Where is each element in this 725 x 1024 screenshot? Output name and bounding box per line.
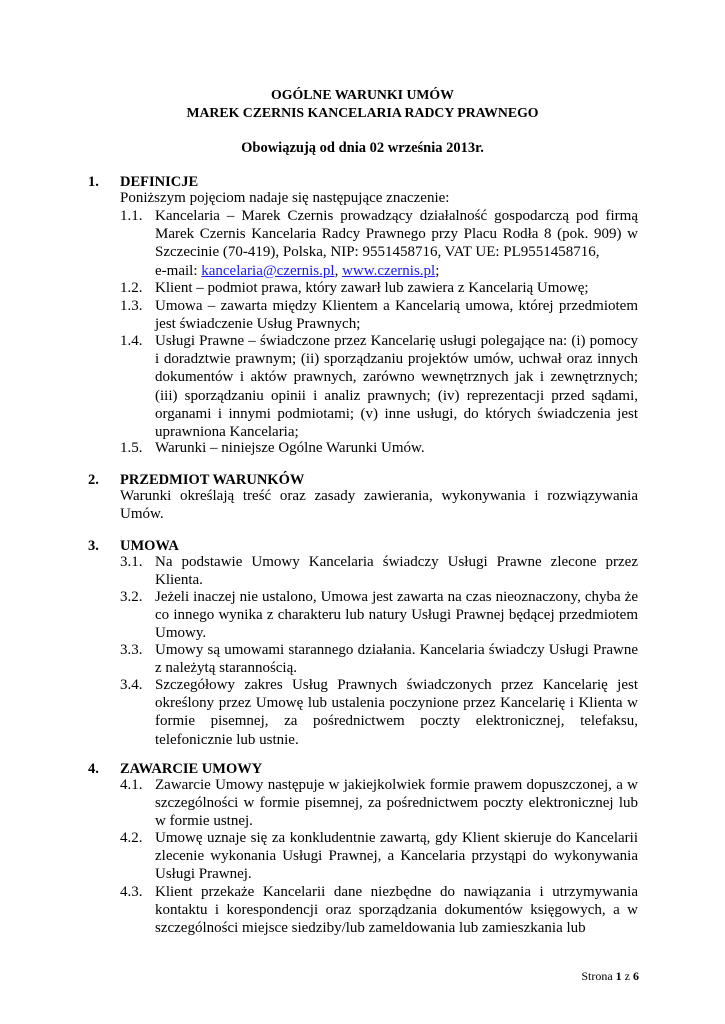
list-item — [120, 207, 638, 280]
item-number: 3.1. — [120, 554, 143, 570]
section-heading: PRZEDMIOT WARUNKÓW — [120, 472, 305, 488]
item-number: 1.1. — [120, 208, 143, 224]
item-number: 1.2. — [120, 280, 143, 296]
list-item — [120, 297, 638, 333]
section-number: 3. — [88, 538, 99, 554]
list-item — [120, 588, 638, 643]
total-pages: 6 — [633, 969, 639, 983]
item-text: Klient przekaże Kancelarii dane niezbędne do nawiązania i utrzymywania kontaktu i korespondencji oraz sporządzania dokumentów księgowych, a w szczególności miejsce siedziby/lub zameldowania lub zamieszkania lub — [155, 884, 638, 937]
item-text: Szczegółowy zakres Usług Prawnych świadczonych przez Kancelarię jest określony przez Umowę lub ustalenia poczynione przez Kancelarię i Klienta w formie pisemnej, za pośrednictwem poczty elektronicznej, telefaksu, telefonicznie lub ustnie. — [155, 677, 638, 748]
document-subtitle: MAREK CZERNIS KANCELARIA RADCY PRAWNEGO — [186, 105, 539, 120]
section-intro: Warunki określają treść oraz zasady zawierania, wykonywania i rozwiązywania Umów. — [120, 488, 638, 523]
email-link[interactable]: kancelaria@czernis.pl — [201, 262, 335, 279]
item-number: 1.3. — [120, 298, 143, 314]
website-link[interactable]: www.czernis.pl — [342, 262, 436, 279]
item-text: Warunki – niniejsze Ogólne Warunki Umów. — [155, 440, 425, 456]
item-text: Usługi Prawne – świadczone przez Kancelarię usługi polegające na: (i) pomocy i doradztwie prawnym; (ii) sporządzaniu projektów umów, uchwał oraz innych dokumentów i aktów prawnych, zarówno wewnętrznych jak i zewnętrznych; (iii) sporządzaniu opinii i analiz prawnych; (iv) reprezentacji przed sądami, organami i innymi podmiotami; (v) inne usługi, do których świadczenia jest uprawniona Kancelaria; — [155, 333, 638, 441]
section-number: 4. — [88, 761, 99, 777]
item-number: 3.4. — [120, 677, 143, 693]
item-number: 4.3. — [120, 884, 143, 900]
section-heading: UMOWA — [120, 538, 179, 554]
list-item — [120, 829, 638, 884]
section-number: 1. — [88, 174, 99, 190]
item-text: Kancelaria – Marek Czernis prowadzący działalność gospodarczą pod firmą Marek Czernis Kancelaria Radcy Prawnego przy Placu Rodła 8 (pok. 909) w Szczecinie (70-419), Polska, NIP: 9551458716, VAT UE: PL9551458716, e-mail: kancelaria@czernis.pl, www.czernis.pl; — [155, 208, 638, 279]
list-item — [120, 553, 638, 589]
list-item — [120, 641, 638, 677]
item-number: 3.2. — [120, 589, 143, 605]
item-text: Umowa – zawarta między Klientem a Kancelarią umowa, której przedmiotem jest świadczenie Usług Prawnych; — [155, 298, 638, 333]
document-title: OGÓLNE WARUNKI UMÓW — [271, 87, 454, 102]
item-text: Umowę uznaje się za konkludentnie zawartą, gdy Klient skieruje do Kancelarii zlecenie wykonania Usługi Prawnej, a Kancelaria przystąpi do wykonywania Usługi Prawnej. — [155, 830, 638, 883]
item-number: 4.1. — [120, 777, 143, 793]
item-text: Zawarcie Umowy następuje w jakiejkolwiek formie prawem dopuszczonej, a w szczególności w formie pisemnej, za pośrednictwem poczty elektronicznej lub w formie ustnej. — [155, 777, 638, 830]
list-item — [120, 332, 638, 441]
item-text: Na podstawie Umowy Kancelaria świadczy Usługi Prawne zlecone przez Klienta. — [155, 554, 638, 589]
item-text: Jeżeli inaczej nie ustalono, Umowa jest zawarta na czas nieoznaczony, chyba że co innego wynika z charakteru lub natury Usługi Prawnej będącej przedmiotem Umowy. — [155, 589, 638, 642]
list-item — [120, 676, 638, 749]
section-heading: DEFINICJE — [120, 174, 199, 190]
item-text: Klient – podmiot prawa, który zawarł lub zawiera z Kancelarią Umowę; — [155, 280, 589, 296]
item-text: Umowy są umowami starannego działania. Kancelaria świadczy Usługi Prawne z należytą starannością. — [155, 642, 638, 677]
page-counter: Strona 1 z 6 — [581, 969, 639, 983]
item-number: 1.5. — [120, 440, 143, 456]
list-item — [120, 776, 638, 831]
list-item — [120, 279, 638, 297]
section-intro: Poniższym pojęciom nadaje się następujące znaczenie: — [120, 190, 450, 206]
list-item — [120, 883, 638, 938]
item-number: 1.4. — [120, 333, 143, 349]
current-page: 1 — [615, 969, 622, 983]
section-heading: ZAWARCIE UMOWY — [120, 761, 263, 777]
effective-date: Obowiązują od dnia 02 września 2013r. — [241, 140, 484, 156]
item-number: 3.3. — [120, 642, 143, 658]
item-number: 4.2. — [120, 830, 143, 846]
list-item — [120, 439, 638, 457]
section-number: 2. — [88, 472, 99, 488]
